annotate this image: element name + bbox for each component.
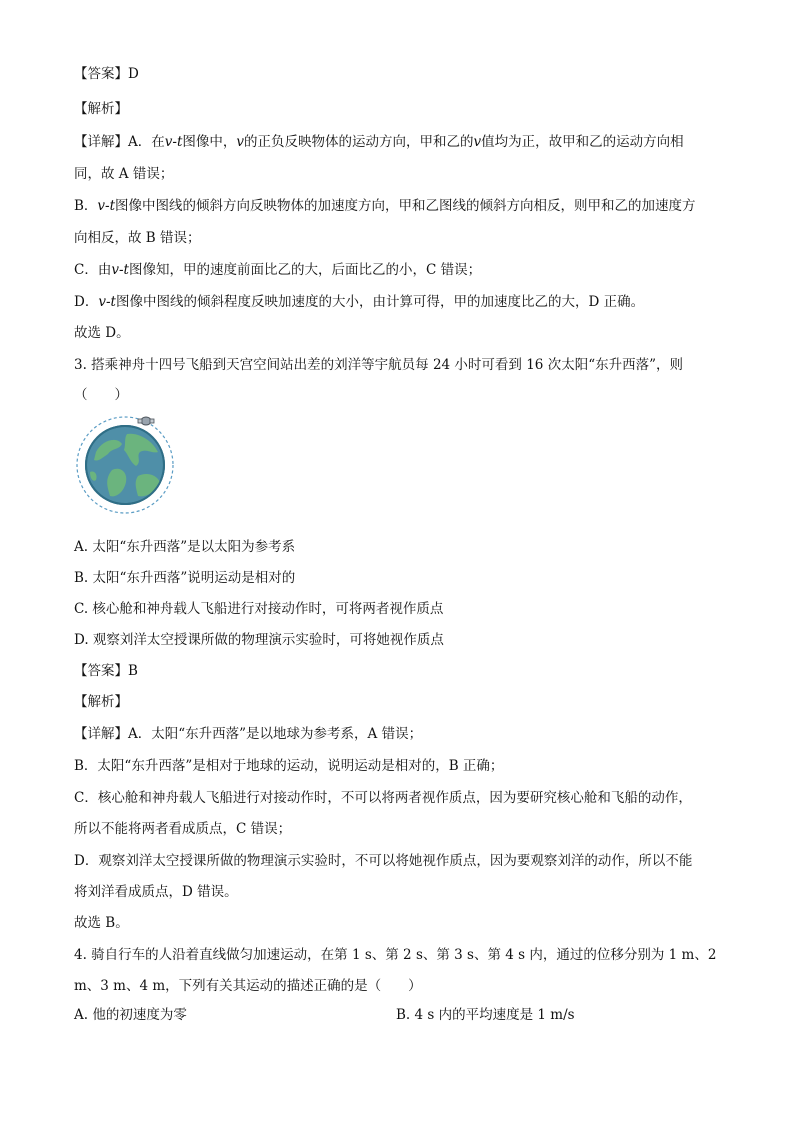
q2-conclusion: 故选 D。 [74,325,130,341]
q4-stem-line1: 4. 骑自行车的人沿着直线做匀加速运动，在第 1 s、第 2 s、第 3 s、第 4 s 内，通过的位移分别为 1 m、2 [74,947,717,963]
q3-detail-b: B．太阳“东升西落”是相对于地球的运动，说明运动是相对的，B 正确； [74,758,504,774]
text-segment: B． [74,198,98,214]
q2-analysis-label: 【解析】 [74,101,128,117]
earth-orbit-figure [72,410,178,516]
q3-detail-d-line1: D．观察刘洋太空授课所做的物理演示实验时，不可以将她视作质点，因为要观察刘洋的动作，所以不能 [74,853,693,869]
q3-option-b: B. 太阳“东升西落”说明运动是相对的 [74,570,296,586]
q3-detail-c-line2: 所以不能将两者看成质点，C 错误； [74,821,292,837]
vt-symbol: v-t [98,294,116,310]
vt-symbol: v-t [111,262,129,278]
vt-symbol: v-t [164,134,183,150]
text-segment: 图像知，甲的速度前面比乙的大，后面比乙的小，C 错误； [128,262,482,278]
text-segment: A．在 [128,134,165,150]
q3-option-a: A. 太阳“东升西落”是以太阳为参考系 [74,539,296,555]
q2-answer [74,64,139,84]
spacecraft-icon [138,417,154,425]
q3-detail-d-line2: 将刘洋看成质点，D 错误。 [74,884,238,900]
q2-detail-b-line2: 向相反，故 B 错误； [74,230,201,246]
q2-detail-a-line2: 同，故 A 错误； [74,166,174,182]
text-segment: C．由 [74,262,112,278]
q3-option-c: C. 核心舱和神舟载人飞船进行对接动作时，可将两者视作质点 [74,601,444,617]
q3-option-d: D. 观察刘洋太空授课所做的物理演示实验时，可将她视作质点 [74,632,444,648]
answer-value: D [128,66,139,82]
q3-analysis-label: 【解析】 [74,694,128,710]
text-segment: 值均为正，故甲和乙的运动方向相 [481,134,684,150]
q2-detail-d [74,292,644,312]
q4-option-b: B. 4 s 内的平均速度是 1 m/s [396,1007,575,1023]
q3-detail-c-line1: C．核心舱和神舟载人飞船进行对接动作时，不可以将两者视作质点，因为要研究核心舱和飞船的动作， [74,790,692,806]
q2-detail-a [74,132,684,152]
text-segment: 图像中图线的倾斜程度反映加速度的大小，由计算可得，甲的加速度比乙的大，D 正确。 [115,294,645,310]
q4-option-a: A. 他的初速度为零 [74,1007,187,1023]
text-segment: 图像中图线的倾斜方向反映物体的加速度方向，甲和乙图线的倾斜方向相反，则甲和乙的加速度方 [115,198,696,214]
answer-value: B [128,663,138,679]
text-segment: 的正负反映物体的运动方向，甲和乙的 [244,134,474,150]
detail-label: 【详解】 [74,134,128,150]
q3-conclusion: 故选 B。 [74,915,129,931]
q3-stem-line1: 3. 搭乘神舟十四号飞船到天宫空间站出差的刘洋等宇航员每 24 小时可看到 16 次太阳“东升西落”，则 [74,357,683,373]
v-symbol: v [236,134,245,150]
text-segment: D． [74,294,99,310]
vt-symbol: v-t [97,198,116,214]
answer-label: 【答案】 [74,66,128,82]
q2-detail-c [74,260,481,280]
q3-stem-line2: （ ） [74,387,128,403]
text-segment: 图像中， [182,134,237,150]
q3-answer [74,661,138,681]
answer-label: 【答案】 [74,663,128,679]
q3-detail-a: 【详解】A．太阳“东升西落”是以地球为参考系，A 错误； [74,726,423,742]
v-symbol: v [473,134,482,150]
q2-detail-b [74,196,696,216]
q4-stem-line2: m、3 m、4 m，下列有关其运动的描述正确的是（ ） [74,978,422,994]
